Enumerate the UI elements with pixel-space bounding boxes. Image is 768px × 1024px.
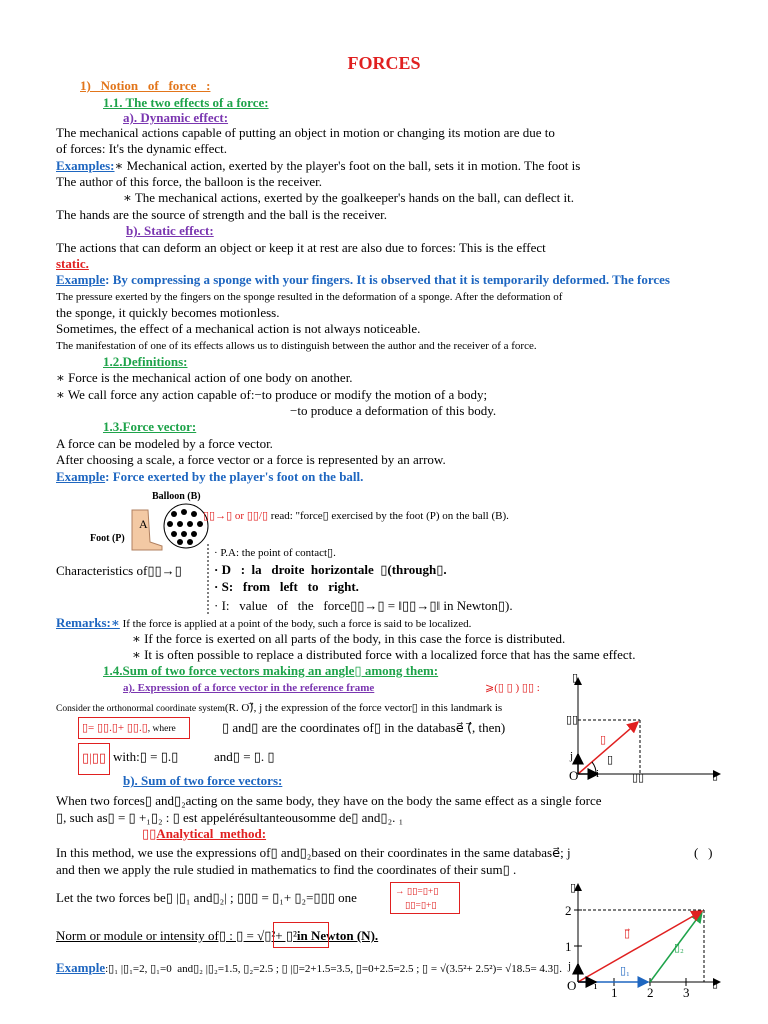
examples-label: Examples: xyxy=(56,158,115,173)
analytical-heading: ▯▯Analytical method: xyxy=(142,826,267,841)
frame-symbol: ⩾(▯ ▯ ) ▯▯ : xyxy=(485,682,540,694)
system-line-2: ▯▯=▯+▯ xyxy=(405,901,437,911)
graph2-j: j xyxy=(568,960,572,972)
expression-heading: a). Expression of a force vector in the reference frame xyxy=(123,682,375,694)
sum-two-heading: b). Sum of two force vectors: xyxy=(123,773,283,788)
example-line-2: The author of this force, the balloon is the receiver. xyxy=(56,174,323,189)
graph2-ytick-1: 1 xyxy=(565,939,572,954)
graph2-xtick-2: 2 xyxy=(647,985,654,1000)
graph1-alpha: ▯ xyxy=(607,754,614,766)
page-title: FORCES xyxy=(347,53,421,73)
graph2-f1: ▯₁ xyxy=(620,965,630,977)
static-line-1: The actions that can deform an object or keep it at rest are also due to forces: This is the effect xyxy=(56,240,546,255)
norm-box xyxy=(273,922,329,948)
system-line-1: → ▯▯=▯+▯ xyxy=(395,887,439,897)
graph1-y-label: ▯ xyxy=(572,672,579,684)
definition-2: ∗ We call force any action capable of:−to produce or modify the motion of a body; xyxy=(56,387,488,402)
example-line-1: ∗ Mechanical action, exerted by the player's foot on the ball, sets it in motion. The foot is xyxy=(114,158,581,173)
balloon-label: Balloon (B) xyxy=(152,491,201,502)
foot-label: Foot (P) xyxy=(90,533,125,544)
graph1-origin: O xyxy=(569,768,579,783)
norm-unit: in Newton (N). xyxy=(296,928,379,943)
characteristic-point: · P.A: the point of contact▯. xyxy=(214,547,336,559)
graph1-f: ▯ xyxy=(600,734,607,746)
graph2-y-label: ▯ xyxy=(570,882,577,894)
remark-3: ∗ It is often possible to replace a distributed force with a localized force that has the same effect. xyxy=(132,647,636,662)
graph1-i: i xyxy=(596,768,600,780)
sum-line-2: ▯, such as▯ = ▯ +₁▯₂ : ▯ est appelérésultanteousomme de▯ and▯₂. ₁ xyxy=(56,810,404,825)
graph2-x-label: ▯ xyxy=(712,978,719,990)
section-1-1-heading: 1.1. The two effects of a force: xyxy=(103,95,269,110)
coord-relations: with:▯ = ▯.▯ and▯ = ▯. ▯ xyxy=(113,749,275,764)
graph1-x-label: ▯ xyxy=(712,770,719,782)
characteristics-label: Characteristics of▯▯→▯ xyxy=(56,563,182,578)
sum-line-1: When two forces▯ and▯₂acting on the same body, they have on the body the same effect as a single force xyxy=(56,793,602,808)
graph2-f2: ▯₂ xyxy=(674,942,684,954)
dynamic-line-1: The mechanical actions capable of putting an object in motion or changing its motion are due to xyxy=(56,125,555,140)
definition-1: ∗ Force is the mechanical action of one body on another. xyxy=(56,370,353,385)
point-a-label: A xyxy=(139,517,148,531)
where-text: , where xyxy=(147,724,176,734)
last-example-label: Example xyxy=(56,960,106,975)
coordinates-text: ▯ and▯ are the coordinates of▯ in the database⃗ (⃗, then) xyxy=(222,720,506,735)
coord-vector: ▯|▯▯ xyxy=(82,750,107,765)
consider-text: Consider the orthonormal coordinate system xyxy=(56,704,225,714)
analytical-paren: ( ) xyxy=(694,845,713,860)
graph1-fx: ▯▯ xyxy=(632,772,645,784)
example-line-3: ∗ The mechanical actions, exerted by the goalkeeper's hands on the ball, can deflect it. xyxy=(123,190,574,205)
graph2-ytick-2: 2 xyxy=(565,903,572,918)
let-forces-line: Let the two forces be▯ |▯₁ and▯₂| ; ▯▯▯ = ▯₁+ ▯₂=▯▯▯ one xyxy=(56,890,357,905)
force-example-label: Example xyxy=(56,469,106,484)
static-line-3: The pressure exerted by the fingers on the sponge resulted in the deformation of a sponge. After the deformation of xyxy=(56,291,563,303)
force-vector-notation: ▯▯→▯ or ▯▯/▯ xyxy=(203,510,269,522)
norm-text: Norm or module or intensity of▯ : ▯ = √▯²+ ▯² xyxy=(56,928,297,943)
consider-text-2: (R. O)⃗, j the expression of the force vector▯ in this landmark is xyxy=(224,702,503,714)
characteristic-intensity: · I: value of the force▯▯→▯ = ‖▯▯→▯‖ in Newton▯). xyxy=(214,598,513,613)
force-example-text: : Force exerted by the player's foot on the ball. xyxy=(105,469,364,484)
graph2-origin: O xyxy=(567,978,577,993)
force-vector-line-1: A force can be modeled by a force vector. xyxy=(56,436,273,451)
graph2-f: ▯⃗ xyxy=(624,928,631,940)
definitions-heading: 1.2.Definitions: xyxy=(103,354,188,369)
remark-1: If the force is applied at a point of the body, such a force is said to be localized. xyxy=(119,618,472,630)
static-effect-heading: b). Static effect: xyxy=(126,223,214,238)
force-vector-line-2: After choosing a scale, a force vector or a force is represented by an arrow. xyxy=(56,452,446,467)
dynamic-line-2: of forces: It's the dynamic effect. xyxy=(56,141,228,156)
characteristics-brace xyxy=(205,544,211,614)
static-line-6: The manifestation of one of its effects allows us to distinguish between the author and the receiver of a force. xyxy=(56,340,537,352)
vector-expression: ▯= ▯▯.▯+ ▯▯.▯ xyxy=(82,722,148,734)
static-example-label: Example xyxy=(56,272,106,287)
graph2-xtick-3: 3 xyxy=(683,985,690,1000)
graph2-xtick-1: 1 xyxy=(611,985,618,1000)
static-word: static. xyxy=(56,256,89,271)
section-1-heading: 1) Notion of force : xyxy=(80,78,211,93)
static-example-text: : By compressing a sponge with your fingers. It is observed that it is temporarily deformed. The forces xyxy=(105,272,670,287)
sum-heading: 1.4.Sum of two force vectors making an angle▯ among them: xyxy=(103,663,439,678)
static-line-5: Sometimes, the effect of a mechanical action is not always noticeable. xyxy=(56,321,421,336)
analytical-line-2: and then we apply the rule studied in mathematics to find the coordinates of their sum▯ . xyxy=(56,862,517,877)
definition-3: −to produce a deformation of this body. xyxy=(290,403,497,418)
analytical-line-1: In this method, we use the expressions of▯ and▯₂based on their coordinates in the same database⃗; j xyxy=(56,845,571,860)
force-vector-heading: 1.3.Force vector: xyxy=(103,419,197,434)
static-line-4: the sponge, it quickly becomes motionless. xyxy=(56,305,280,320)
force-read-text: read: "force▯ exercised by the foot (P) on the ball (B). xyxy=(268,510,509,522)
remarks-label: Remarks:∗ xyxy=(56,615,120,630)
last-example-text: :▯₁ |▯₁=2, ▯₁=0 and▯₂ |▯₂=1.5, ▯₂=2.5 ; ▯ |▯=2+1.5=3.5, ▯=0+2.5=2.5 ; ▯ = √(3.5²+ 2.5²)= √18.5= 4.3▯. xyxy=(105,963,562,975)
graph1-fy: ▯▯ xyxy=(566,714,579,726)
characteristic-sense: · S: from left to right. xyxy=(214,579,359,594)
dynamic-effect-heading: a). Dynamic effect: xyxy=(123,110,229,125)
remark-2: ∗ If the force is exerted on all parts of the body, in this case the force is distributed. xyxy=(132,631,566,646)
graph1-j: j xyxy=(570,750,574,762)
graph2-i: i xyxy=(594,980,598,992)
characteristic-direction: · D : la droite horizontale ▯(through▯. xyxy=(214,562,447,577)
example-line-4: The hands are the source of strength and the ball is the receiver. xyxy=(56,207,388,222)
